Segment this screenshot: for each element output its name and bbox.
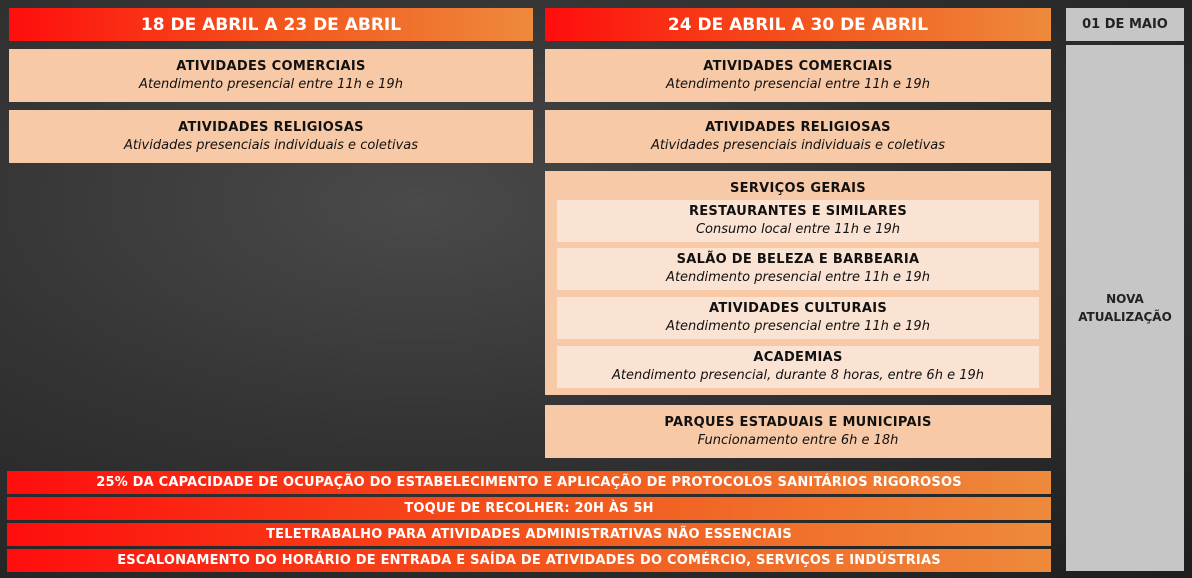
p1-comerciais-detail: Atendimento presencial entre 11h e 19h bbox=[139, 76, 403, 92]
header-period-1 bbox=[9, 8, 533, 41]
bar-teletrabalho bbox=[7, 523, 1051, 546]
p2-religiosas-title: ATIVIDADES RELIGIOSAS bbox=[705, 119, 891, 135]
bar-capacidade bbox=[7, 471, 1051, 494]
culturais-title: ATIVIDADES CULTURAIS bbox=[709, 301, 887, 316]
restaurantes-title: RESTAURANTES E SIMILARES bbox=[688, 204, 908, 219]
p2-atividades-religiosas bbox=[545, 110, 1051, 163]
p2-comerciais-detail: Atendimento presencial entre 11h e 19h bbox=[666, 76, 930, 92]
p3-column bbox=[1066, 45, 1184, 571]
parques-detail: Funcionamento entre 6h e 18h bbox=[697, 432, 899, 448]
header-period-1-label: 18 DE ABRIL A 23 DE ABRIL bbox=[140, 14, 402, 35]
bar-capacidade-label: 25% DA CAPACIDADE DE OCUPAÇÃO DO ESTABELECIMENTO E APLICAÇÃO DE PROTOCOLOS SANITÁRIOS RIGOROSOS bbox=[96, 475, 962, 490]
header-period-2-label: 24 DE ABRIL A 30 DE ABRIL bbox=[667, 14, 929, 35]
p2-atividades-comerciais bbox=[545, 49, 1051, 102]
bar-teletrabalho-label: TELETRABALHO PARA ATIVIDADES ADMINISTRATIVAS NÃO ESSENCIAIS bbox=[266, 527, 792, 542]
parques-title: PARQUES ESTADUAIS E MUNICIPAIS bbox=[664, 414, 932, 430]
header-period-3-label: 01 DE MAIO bbox=[1082, 17, 1168, 32]
p1-atividades-religiosas bbox=[9, 110, 533, 163]
servico-atividades-culturais bbox=[557, 297, 1039, 339]
p1-religiosas-title: ATIVIDADES RELIGIOSAS bbox=[178, 119, 364, 135]
bar-escalonamento-label: ESCALONAMENTO DO HORÁRIO DE ENTRADA E SAÍDA DE ATIVIDADES DO COMÉRCIO, SERVIÇOS E INDÚSTRIAS bbox=[117, 553, 941, 568]
p1-religiosas-detail: Atividades presenciais individuais e coletivas bbox=[123, 137, 419, 153]
servico-salao-barbearia bbox=[557, 248, 1039, 290]
p1-atividades-comerciais bbox=[9, 49, 533, 102]
p1-comerciais-title: ATIVIDADES COMERCIAIS bbox=[176, 58, 366, 74]
academias-detail: Atendimento presencial, durante 8 horas, entre 6h e 19h bbox=[612, 368, 984, 383]
culturais-detail: Atendimento presencial entre 11h e 19h bbox=[666, 319, 930, 334]
nova-atualizacao-label: NOVA ATUALIZAÇÃO bbox=[1078, 292, 1172, 324]
servico-restaurantes bbox=[557, 200, 1039, 242]
bar-escalonamento bbox=[7, 549, 1051, 572]
bar-toque-recolher-label: TOQUE DE RECOLHER: 20H ÀS 5H bbox=[404, 501, 654, 516]
p2-comerciais-title: ATIVIDADES COMERCIAIS bbox=[703, 58, 893, 74]
header-period-3 bbox=[1066, 8, 1184, 41]
servicos-gerais-title: SERVIÇOS GERAIS bbox=[730, 181, 866, 196]
servico-academias bbox=[557, 346, 1039, 388]
salao-detail: Atendimento presencial entre 11h e 19h bbox=[666, 270, 930, 285]
academias-title: ACADEMIAS bbox=[753, 350, 843, 365]
p2-religiosas-detail: Atividades presenciais individuais e coletivas bbox=[650, 137, 946, 153]
restaurantes-detail: Consumo local entre 11h e 19h bbox=[695, 222, 901, 237]
bar-toque-recolher bbox=[7, 497, 1051, 520]
header-period-2 bbox=[545, 8, 1051, 41]
p2-parques bbox=[545, 405, 1051, 458]
salao-title: SALÃO DE BELEZA E BARBEARIA bbox=[676, 252, 920, 267]
